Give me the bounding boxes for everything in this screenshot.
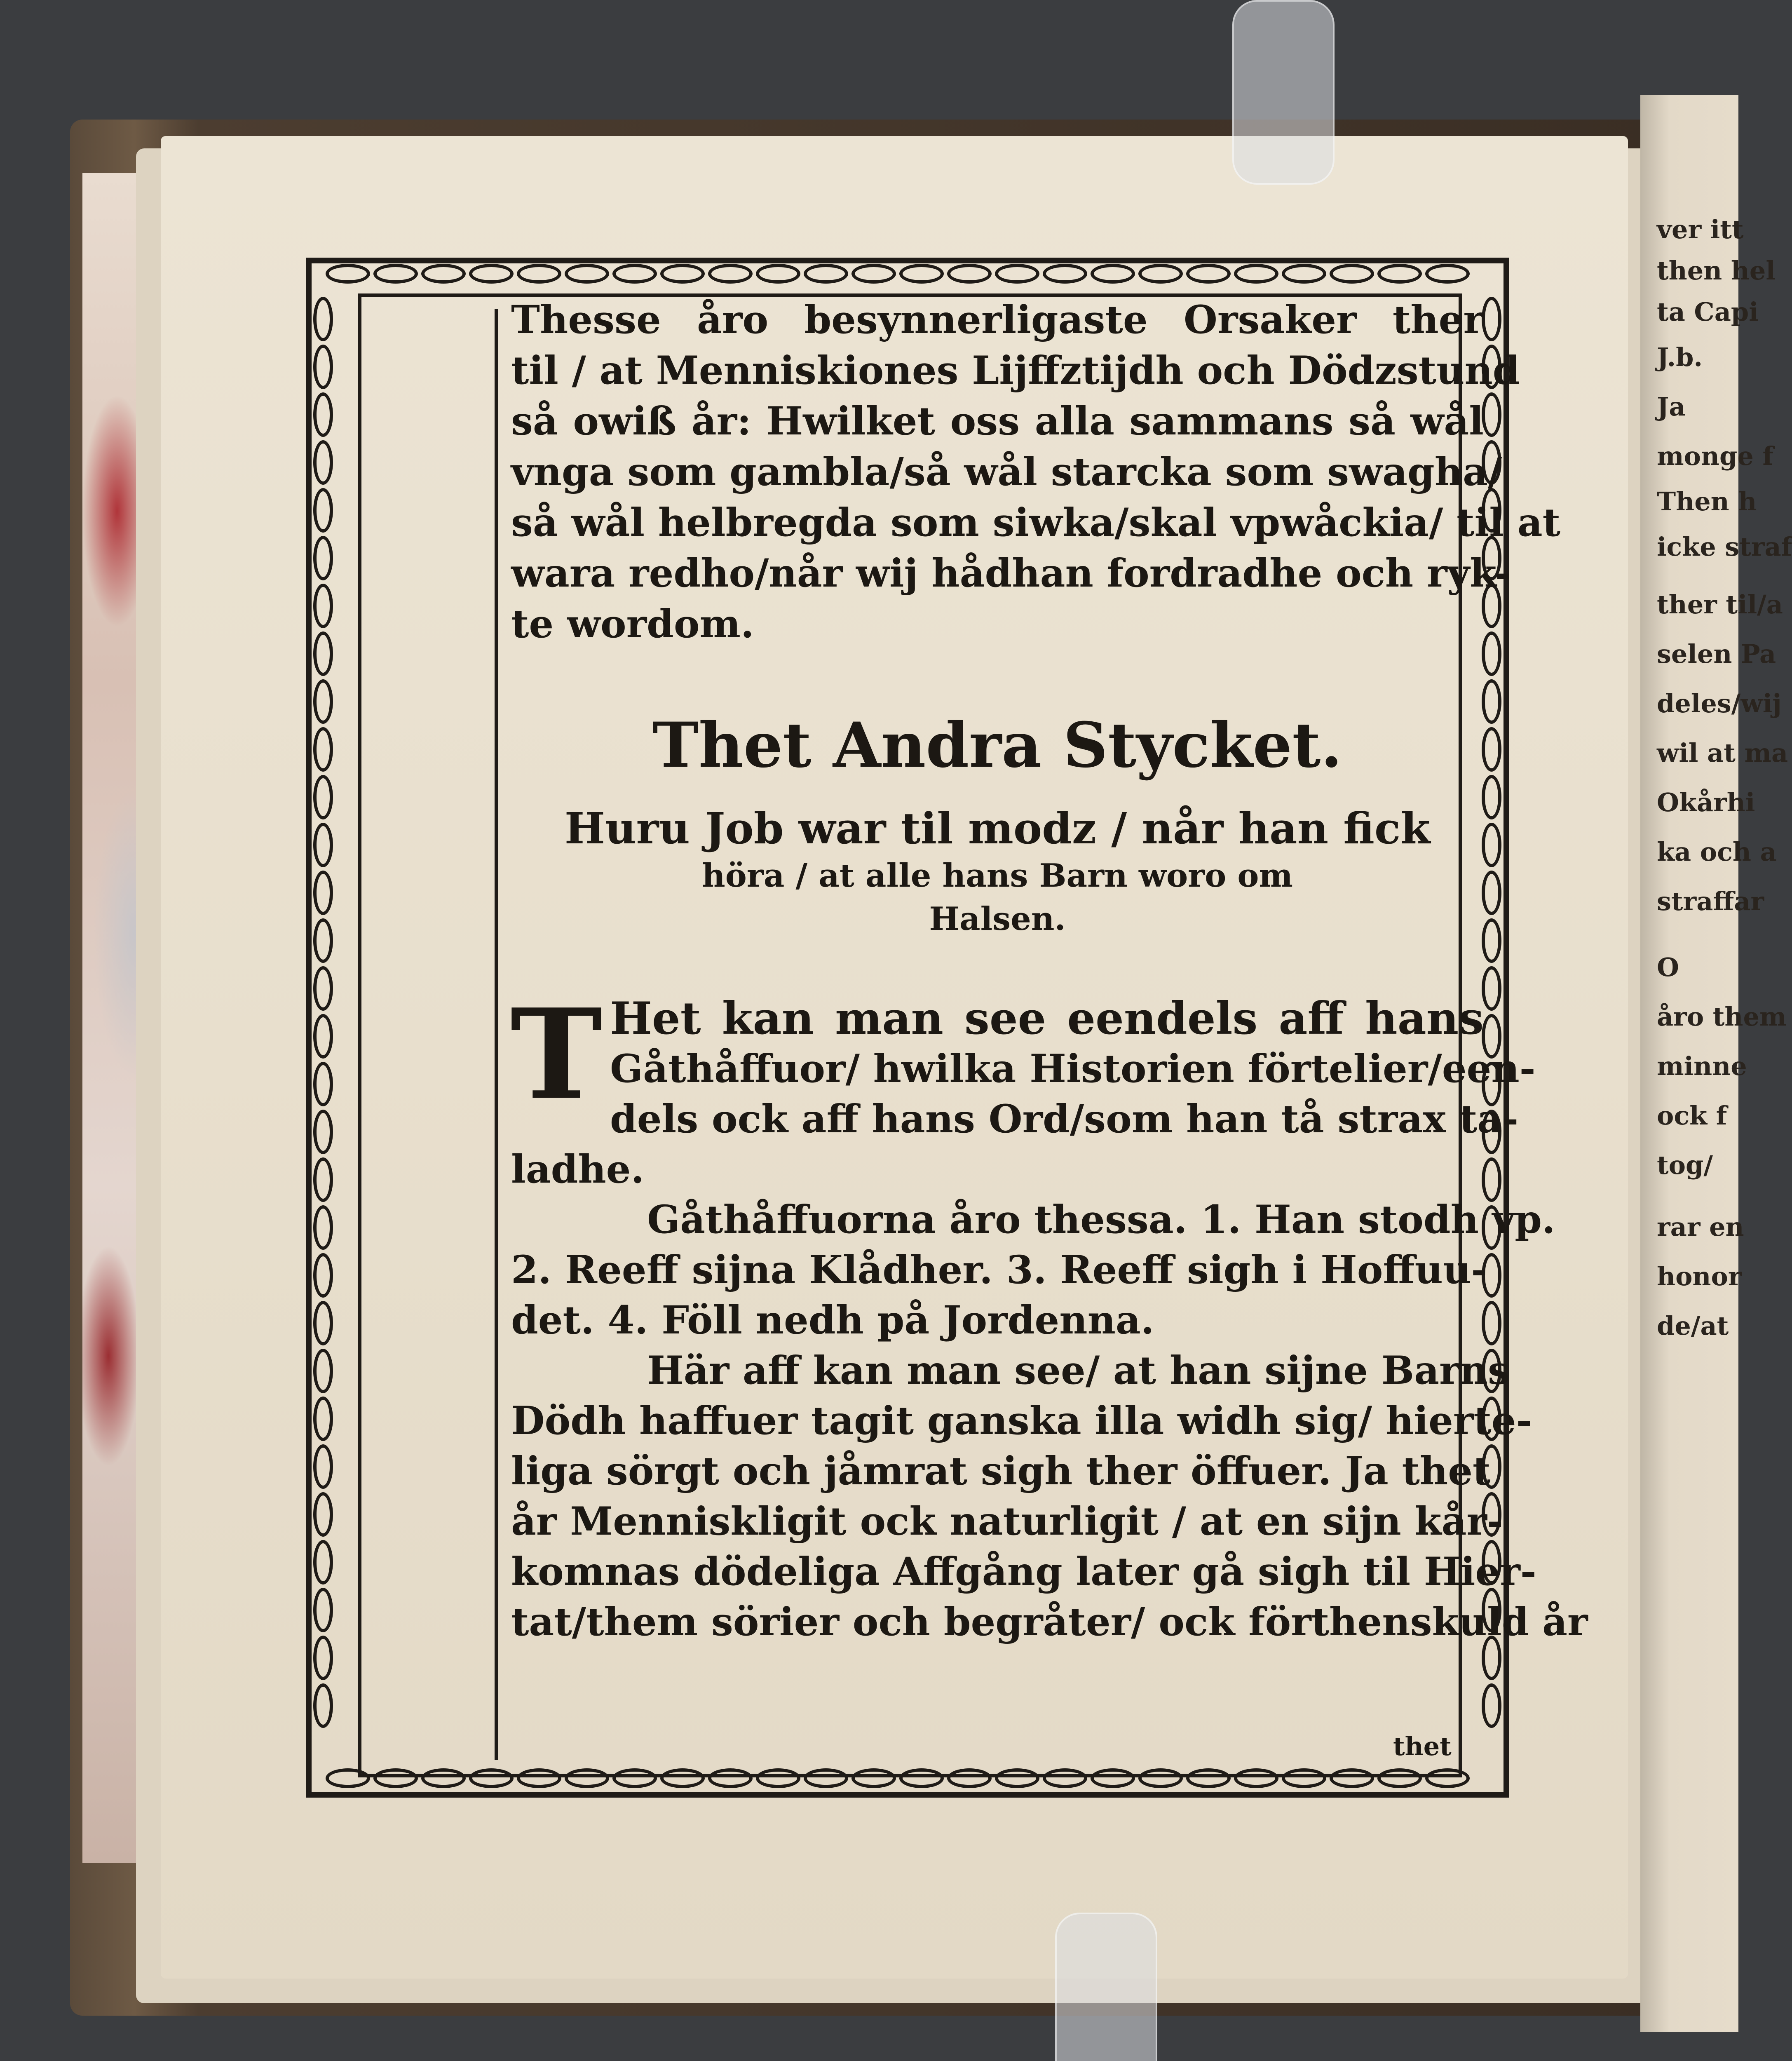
plastic-clip-bottom (1055, 1913, 1157, 2061)
text-line: Thesse åro besynnerligaste Orsaker ther (511, 297, 1484, 343)
section-heading: Thet Andra Stycket. (652, 709, 1342, 782)
right-page-text: icke straf (1657, 532, 1792, 562)
text-line: Dödh haffuer tagit ganska illa widh sig/ hierte- (511, 1398, 1532, 1444)
right-page-text: selen Pa (1657, 639, 1776, 669)
text-line: ladhe. (511, 1147, 645, 1192)
text-line: te wordom. (511, 601, 754, 647)
right-page-text: wil at ma (1657, 738, 1788, 768)
right-page-text: then hel (1657, 256, 1776, 286)
right-page-text: minne (1657, 1051, 1747, 1081)
plastic-clip-top (1232, 0, 1335, 185)
drop-cap: T (510, 981, 603, 1127)
subheading-line: Huru Job war til modz / når han fick (564, 803, 1431, 854)
text-line: Gåthåffuorna åro thessa. 1. Han stodh vp. (647, 1197, 1555, 1242)
text-line: vnga som gambla/så wål starcka som swagha/ (511, 449, 1502, 495)
bottom-chain-ornament (326, 1768, 1470, 1788)
right-page-text: honor (1657, 1261, 1742, 1291)
left-chain-ornament (313, 297, 333, 1728)
text-line: Här aff kan man see/ at han sijne Barns (647, 1348, 1510, 1393)
text-line: til / at Menniskiones Lijffztijdh och Dödzstund (511, 348, 1520, 393)
text-line: liga sörgt och jåmrat sigh ther öffuer. Ja thet (511, 1448, 1491, 1494)
text-line: wara redho/når wij hådhan fordradhe och ryk- (511, 551, 1511, 596)
subheading-line: Halsen. (929, 900, 1066, 938)
right-page-text: Ja (1657, 392, 1686, 422)
right-page-text: åro them (1657, 1002, 1787, 1032)
text-line: tat/them sörier och begråter/ ock förthenskuld år (511, 1599, 1588, 1645)
right-page-text: Then h (1657, 486, 1757, 516)
text-line: Het kan man see eendels aff hans (610, 993, 1484, 1045)
text-line: komnas dödeliga Affgång later gå sigh til Hier- (511, 1549, 1536, 1594)
text-line: dels ock aff hans Ord/som han tå strax ta- (610, 1096, 1519, 1142)
right-page-text: monge f (1657, 441, 1774, 471)
right-page-text: deles/wij (1657, 688, 1782, 718)
top-chain-ornament (326, 264, 1470, 284)
right-page-text: Okårhi (1657, 787, 1755, 817)
right-page-text: J.b. (1657, 342, 1703, 372)
right-page-text: ta Capi (1657, 297, 1759, 327)
margin-rule (495, 309, 498, 1760)
right-page-text: ock f (1657, 1101, 1727, 1131)
subheading-line: höra / at alle hans Barn woro om (702, 857, 1293, 894)
text-line: så wål helbregda som siwka/skal vpwåckia/ til at (511, 500, 1561, 545)
right-page-text: tog/ (1657, 1150, 1713, 1180)
right-page-fragment (1640, 95, 1792, 2032)
right-page-text: rar en (1657, 1212, 1744, 1242)
body-text (510, 981, 1588, 1647)
text-line: Gåthåffuor/ hwilka Historien förtelier/een- (610, 1046, 1536, 1092)
right-page-text: ver itt (1657, 214, 1744, 244)
right-page-text: ka och a (1657, 837, 1777, 867)
right-page-text: de/at (1657, 1311, 1729, 1341)
right-page-text: O (1657, 952, 1679, 982)
right-page-text: ther til/a (1657, 589, 1783, 620)
text-line: så owiß år: Hwilket oss alla sammans så wål (511, 399, 1484, 444)
text-line: år Menniskligit ock naturligit / at en sijn kår- (511, 1499, 1503, 1544)
section-subheading (511, 804, 1484, 940)
paragraph-1 (511, 295, 1561, 650)
catchword: thet (1393, 1731, 1452, 1761)
text-line: det. 4. Föll nedh på Jordenna. (511, 1298, 1154, 1343)
right-page-text: straffar (1657, 886, 1764, 916)
text-line: 2. Reeff sijna Klådher. 3. Reeff sigh i Hoffuu- (511, 1247, 1487, 1293)
